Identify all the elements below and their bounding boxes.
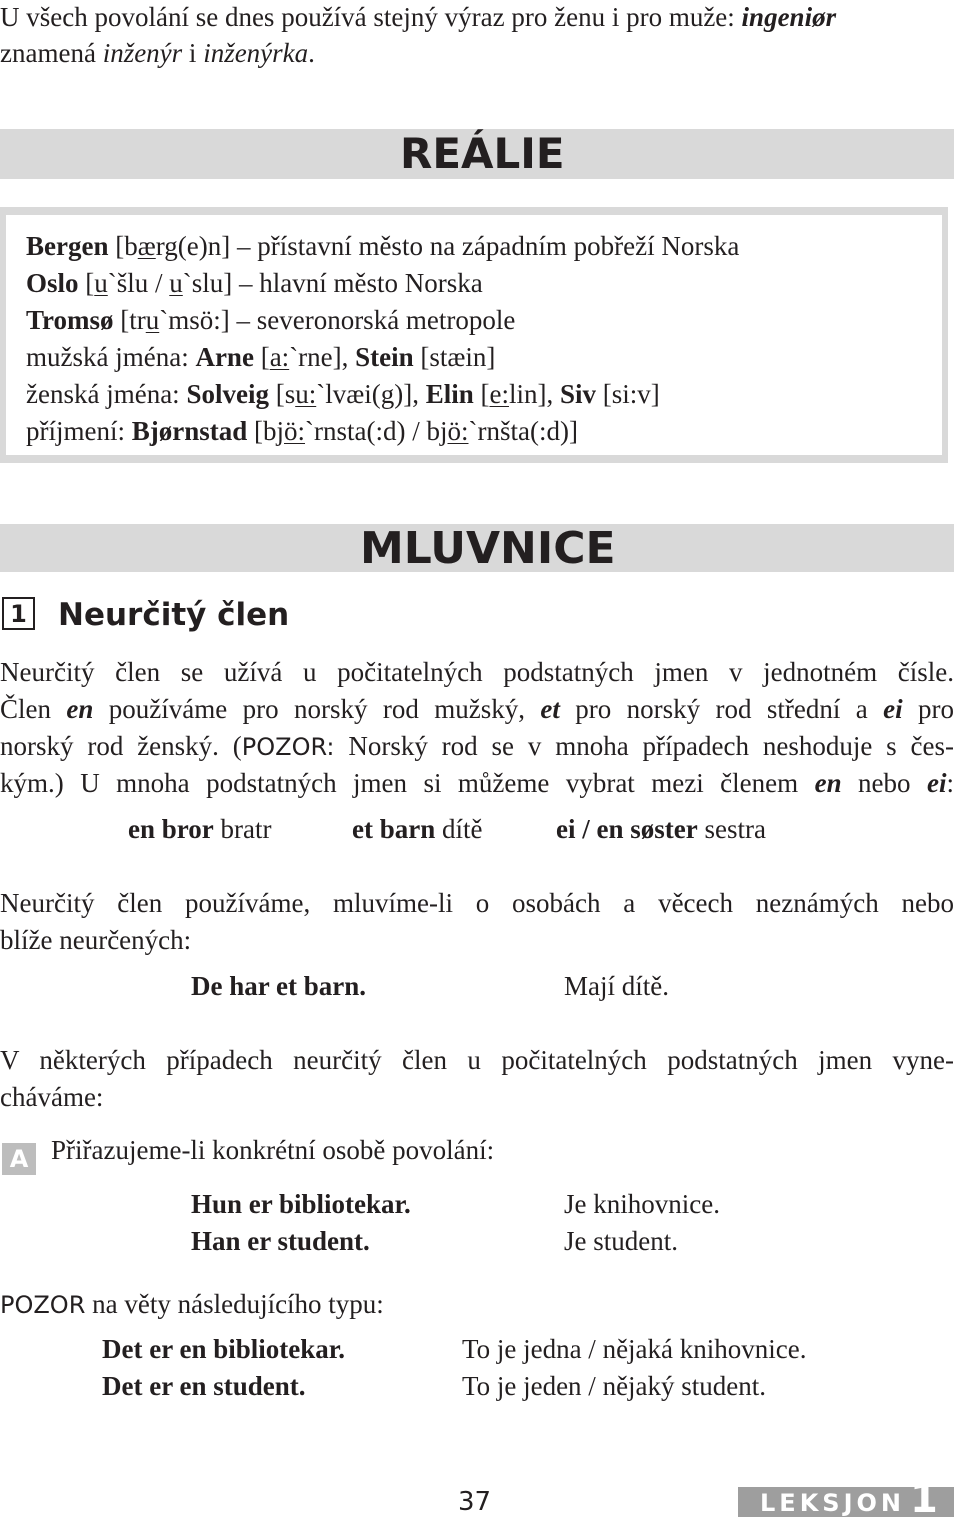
term-inzenyrka: inženýrka [203, 38, 309, 68]
text: Neurčitý člen používáme, mluvíme-li o osobách a věcech neznámých nebo [0, 888, 954, 918]
text: blíže neurčených: [0, 925, 192, 955]
realie-line-female-names [26, 377, 660, 411]
czech-translation: sestra [697, 814, 766, 844]
text: `rnšta(:d)] [468, 416, 578, 446]
example2-norwegian: De har et barn. [191, 971, 366, 1001]
para2-line-1 [0, 886, 954, 920]
stress-mark: ö: [284, 416, 306, 446]
example2-czech: Mají dítě. [564, 971, 669, 1001]
person-name: Solveig [186, 379, 269, 409]
para3-line-1 [0, 1043, 954, 1077]
text: mužská jména: [26, 342, 196, 372]
text: Člen [0, 694, 67, 724]
text: [stæin] [413, 342, 496, 372]
case-a-text: Přiřazujeme-li konkrétní osobě povolání: [51, 1135, 495, 1165]
intro-line-2 [0, 36, 315, 70]
example-barn [352, 812, 483, 846]
text: V některých případech neurčitý člen u počitatelných podstatných jmen vyne- [0, 1045, 954, 1075]
stress-mark: u: [295, 379, 317, 409]
mluvnice-title: MLUVNICE [360, 523, 616, 574]
article-en: en [66, 694, 94, 724]
para1-line-4 [0, 766, 954, 800]
text: kým.) U mnoha podstatných jmen si můžeme vybrat mezi členem [0, 768, 815, 798]
person-name: Arne [195, 342, 254, 372]
czech-translation: dítě [435, 814, 483, 844]
text: příjmení: [26, 416, 132, 446]
stress-mark: æ [137, 231, 156, 261]
text: [ [78, 268, 95, 298]
pozor-row-2-norwegian: Det er en student. [102, 1371, 306, 1401]
text: pro norský rod střední a [559, 694, 884, 724]
para1-line-3 [0, 729, 954, 764]
stress-mark: u [169, 268, 183, 298]
text: používáme pro norský rod mužský, [93, 694, 541, 724]
place-name: Oslo [26, 268, 79, 298]
pozor-label: POZOR: [241, 733, 335, 761]
intro-text: . [308, 38, 315, 68]
example-soster [556, 812, 766, 846]
realie-title: REÁLIE [400, 129, 565, 178]
realie-line-male-names [26, 340, 495, 374]
case-a-row-1-czech: Je knihovnice. [564, 1189, 720, 1219]
para3-line-2 [0, 1080, 103, 1114]
person-name: Stein [355, 342, 414, 372]
czech-translation: bratr [213, 814, 272, 844]
case-letter-box [2, 1143, 36, 1175]
pozor-row-2-czech: To je jeden / nějaký student. [462, 1371, 767, 1401]
realie-line-oslo [26, 266, 483, 300]
text: cháváme: [0, 1082, 104, 1112]
article-ei: ei [883, 694, 903, 724]
norwegian-phrase: en bror [128, 814, 214, 844]
pozor-row-1-norwegian: Det er en bibliotekar. [102, 1334, 345, 1364]
text: Norský rod se v mnoha případech neshoduje s čes- [334, 731, 954, 761]
text: nebo [841, 768, 927, 798]
norwegian-phrase: ei / en søster [556, 814, 698, 844]
text: na věty následujícího typu: [85, 1289, 384, 1319]
norwegian-phrase: et barn [352, 814, 436, 844]
stress-mark: u [145, 305, 160, 335]
article-et: et [540, 694, 560, 724]
text: `šlu / [107, 268, 170, 298]
text: [ [473, 379, 490, 409]
text: [ [253, 342, 270, 372]
pozor-line [0, 1287, 384, 1322]
text: [b [108, 231, 138, 261]
intro-text: znamená [0, 38, 103, 68]
example-bror [128, 812, 271, 846]
case-a-row-2-norwegian: Han er student. [191, 1226, 370, 1256]
stress-mark: ö: [447, 416, 469, 446]
text: : [946, 768, 954, 798]
text: lin], [508, 379, 560, 409]
stress-mark: a: [269, 342, 290, 372]
person-name: Bjørnstad [131, 416, 248, 446]
realie-line-surname [26, 414, 578, 448]
pozor-label: POZOR [0, 1291, 86, 1319]
stress-mark: e: [489, 379, 509, 409]
lesson-number: 1 [910, 1476, 938, 1522]
lesson-label: LEKSJON [760, 1489, 905, 1517]
text: [tr [113, 305, 146, 335]
place-name: Tromsø [26, 305, 114, 335]
section-title: Neurčitý člen [58, 597, 290, 633]
text: Neurčitý člen se užívá u počitatelných podstatných jmen v jednotném čísle. [0, 657, 954, 687]
text: rg(e)n] – přístavní město na západním pobřeží Norska [155, 231, 740, 261]
intro-text: i [182, 38, 204, 68]
page-number: 37 [458, 1487, 492, 1517]
person-name: Siv [559, 379, 597, 409]
person-name: Elin [425, 379, 474, 409]
para1-line-1 [0, 655, 954, 689]
article-en: en [814, 768, 842, 798]
text: pro [902, 694, 954, 724]
case-letter: A [9, 1145, 29, 1173]
section-number: 1 [10, 600, 27, 628]
text: [si:v] [596, 379, 660, 409]
text: `rnsta(:d) / bj [305, 416, 448, 446]
term-inzenyr: inženýr [102, 38, 183, 68]
text: `slu] – hlavní město Norska [182, 268, 483, 298]
realie-line-tromso [26, 303, 515, 337]
text: norský rod ženský. ( [0, 731, 242, 761]
stress-mark: u [94, 268, 108, 298]
text: [s [268, 379, 296, 409]
place-name: Bergen [26, 231, 109, 261]
text: ženská jména: [26, 379, 187, 409]
pozor-row-1-czech: To je jedna / nějaká knihovnice. [462, 1334, 807, 1364]
para2-line-2 [0, 923, 191, 957]
intro-text: U všech povolání se dnes používá stejný výraz pro ženu i pro muže: [0, 2, 742, 32]
para1-line-2 [0, 692, 954, 726]
intro-line-1 [0, 0, 836, 34]
term-ingenior: ingeniør [741, 2, 837, 32]
case-a-row-1-norwegian: Hun er bibliotekar. [191, 1189, 411, 1219]
section-number-box [2, 597, 35, 630]
lesson-badge [738, 1476, 954, 1522]
article-ei: ei [926, 768, 947, 798]
text: `rne], [289, 342, 356, 372]
case-a-row-2-czech: Je student. [564, 1226, 678, 1256]
text: `msö:] – severonorská metropole [159, 305, 516, 335]
realie-line-bergen [26, 229, 739, 263]
text: [bj [247, 416, 284, 446]
text: `lvæi(g)], [316, 379, 426, 409]
